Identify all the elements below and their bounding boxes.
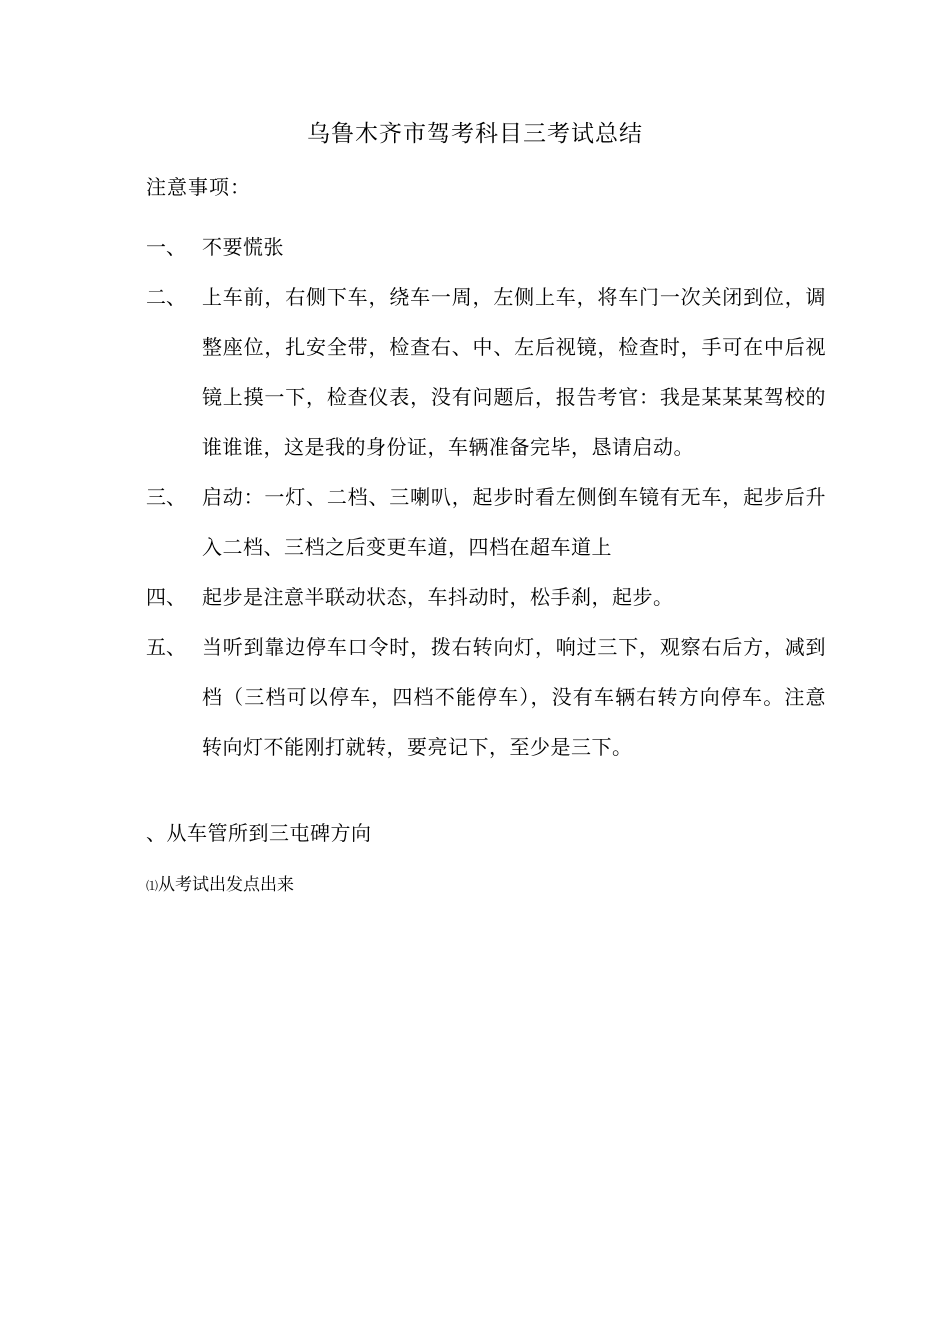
item-text: 当听到靠边停车口令时，拨右转向灯，响过三下，观察右后方，减到 档（三档可以停车，四档不能停车），没有车辆右转方向停车。注意转向灯不能刚打就转，要亮记下，至少是三下。 [202, 635, 847, 759]
route-subitem [146, 872, 294, 899]
list-item [146, 622, 847, 772]
item-text: 启动：一灯、二档、三喇叭，起步时看左侧倒车镜有无车，起步后升入二档、三档之后变更车道，四档在超车道上 [202, 485, 826, 559]
route-heading: 、从车管所到三屯碑方向 [146, 821, 372, 845]
subitem-text: 从考试出发点出来 [158, 875, 295, 895]
notes-heading: 注意事项： [146, 175, 251, 199]
notes-list [146, 222, 847, 772]
list-item [146, 222, 826, 272]
subitem-marker: ⑴ [146, 879, 159, 893]
item-text: 起步是注意半联动状态，车抖动时，松手刹，起步。 [202, 585, 674, 609]
item-number: 三、 [146, 485, 186, 509]
item-number: 五、 [146, 635, 186, 659]
item-text: 上车前，右侧下车，绕车一周，左侧上车，将车门一次关闭到位，调整座位，扎安全带，检查右、中、左后视镜，检查时，手可在中后视镜上摸一下，检查仪表，没有问题后，报告考官：我是某某某驾校的谁谁谁，这是我的身份证，车辆准备完毕，恳请启动。 [202, 285, 826, 459]
list-item [146, 272, 826, 472]
item-number: 二、 [146, 285, 186, 309]
list-item [146, 572, 826, 622]
item-text: 不要慌张 [202, 235, 284, 259]
document-title: 乌鲁木齐市驾考科目三考试总结 [307, 121, 643, 147]
item-number: 一、 [146, 235, 186, 259]
list-item [146, 472, 826, 572]
item-number: 四、 [146, 585, 186, 609]
